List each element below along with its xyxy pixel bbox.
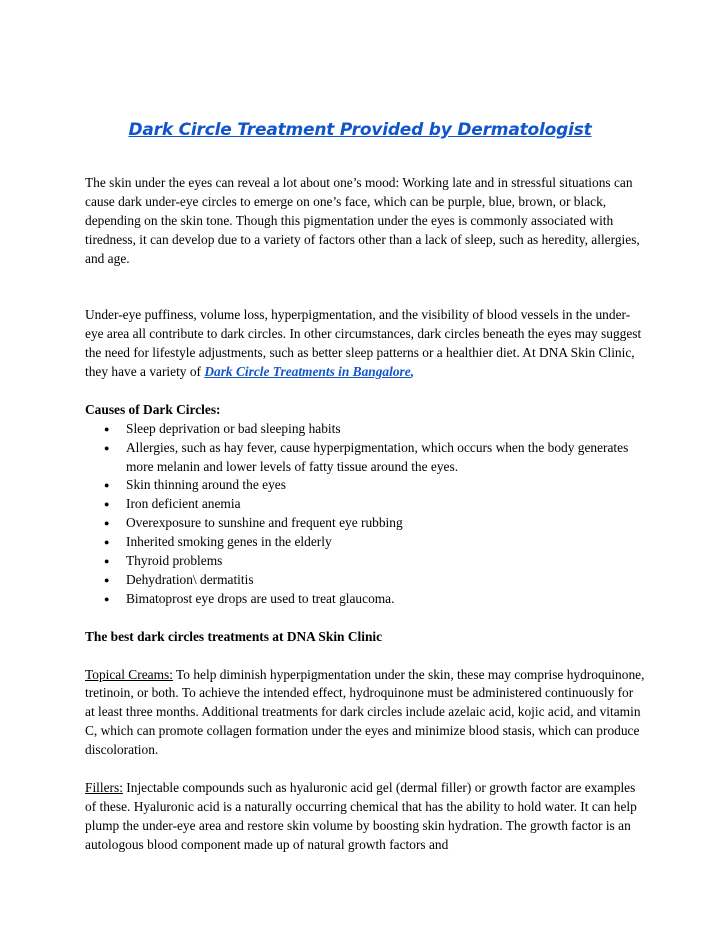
list-item [85,514,645,533]
list-item [85,571,645,590]
list-item [85,533,645,552]
list-item [85,476,645,495]
list-item-text: Overexposure to sunshine and frequent eye rubbing [126,515,403,531]
bullet-icon: ● [104,499,110,510]
list-item-text: Inherited smoking genes in the elderly [126,534,332,550]
list-item [85,590,645,609]
dark-circles-paragraph [85,306,645,382]
dark-circle-treatments-link[interactable]: Dark Circle Treatments in Bangalore [204,364,411,380]
list-item-text: Thyroid problems [126,553,223,569]
bullet-icon: ● [104,556,110,567]
list-item [85,495,645,514]
causes-list [85,420,645,609]
list-item-text: Allergies, such as hay fever, cause hyperpigmentation, which occurs when the body generates more melanin and lower levels of fatty tissue around the eyes. [126,439,629,474]
link-trailing-comma: , [410,364,415,380]
intro-paragraph: The skin under the eyes can reveal a lot about one’s mood: Working late and in stressful situations can cause dark under-eye circles to emerge on one’s face, which can be purple, blue, brown, or black, depending on the skin tone. Though this pigmentation under the eyes is commonly associated with tiredness, it can develop due to a variety of factors other than a lack of sleep, such as heredity, allergies, and age. [85,175,640,266]
dark-circles-paragraph-text: Under-eye puffiness, volume loss, hyperpigmentation, and the visibility of blood vessels in the under-eye area all contribute to dark circles. In other circumstances, dark circles beneath the eyes may suggest the need for lifestyle adjustments, such as better sleep patterns or a healthier diet. At DNA Skin Clinic, they have a variety of [85,307,642,380]
bullet-icon: ● [104,575,110,585]
list-item-text: Skin thinning around the eyes [126,477,286,493]
list-item-text: Bimatoprost eye drops are used to treat glaucoma. [126,590,395,606]
topical-creams-text: To help diminish hyperpigmentation under the skin, these may comprise hydroquinone, tretinoin, or both. To achieve the intended effect, hydroquinone must be administered continuously for at least three months. Additional treatments for dark circles include azelaic acid, kojic acid, and vitamin C, which can promote collagen formation under the eyes and minimize blood stasis, which can produce discoloration. [85,666,645,758]
causes-heading: Causes of Dark Circles: [85,401,221,417]
bullet-icon: ● [104,593,110,604]
bullet-icon: ● [104,423,110,434]
document-title: Dark Circle Treatment Provided by Dermatologist [128,120,592,140]
list-item [85,439,645,477]
bullet-icon: ● [104,537,110,548]
topical-creams-label: Topical Creams: [85,666,173,682]
topical-creams-paragraph [85,666,645,761]
list-item-text: Dehydration\ dermatitis [126,572,254,587]
document-body [85,174,645,855]
list-item-text: Sleep deprivation or bad sleeping habits [126,420,341,436]
fillers-text: Injectable compounds such as hyaluronic acid gel (dermal filler) or growth factor are examples of these. Hyaluronic acid is a naturally occurring chemical that has the ability to hold water. It can help plump the under-eye area and restore skin volume by boosting skin hydration. The growth factor is an autologous blood component made up of natural growth factors and [85,779,637,852]
fillers-paragraph [85,779,645,855]
list-item [85,420,645,439]
list-item [85,552,645,571]
list-item-text: Iron deficient anemia [126,496,241,512]
bullet-icon: ● [104,518,110,529]
bullet-icon: ● [104,480,110,491]
treatments-heading: The best dark circles treatments at DNA Skin Clinic [85,628,383,644]
bullet-icon: ● [104,442,110,453]
fillers-label: Fillers: [85,779,123,795]
